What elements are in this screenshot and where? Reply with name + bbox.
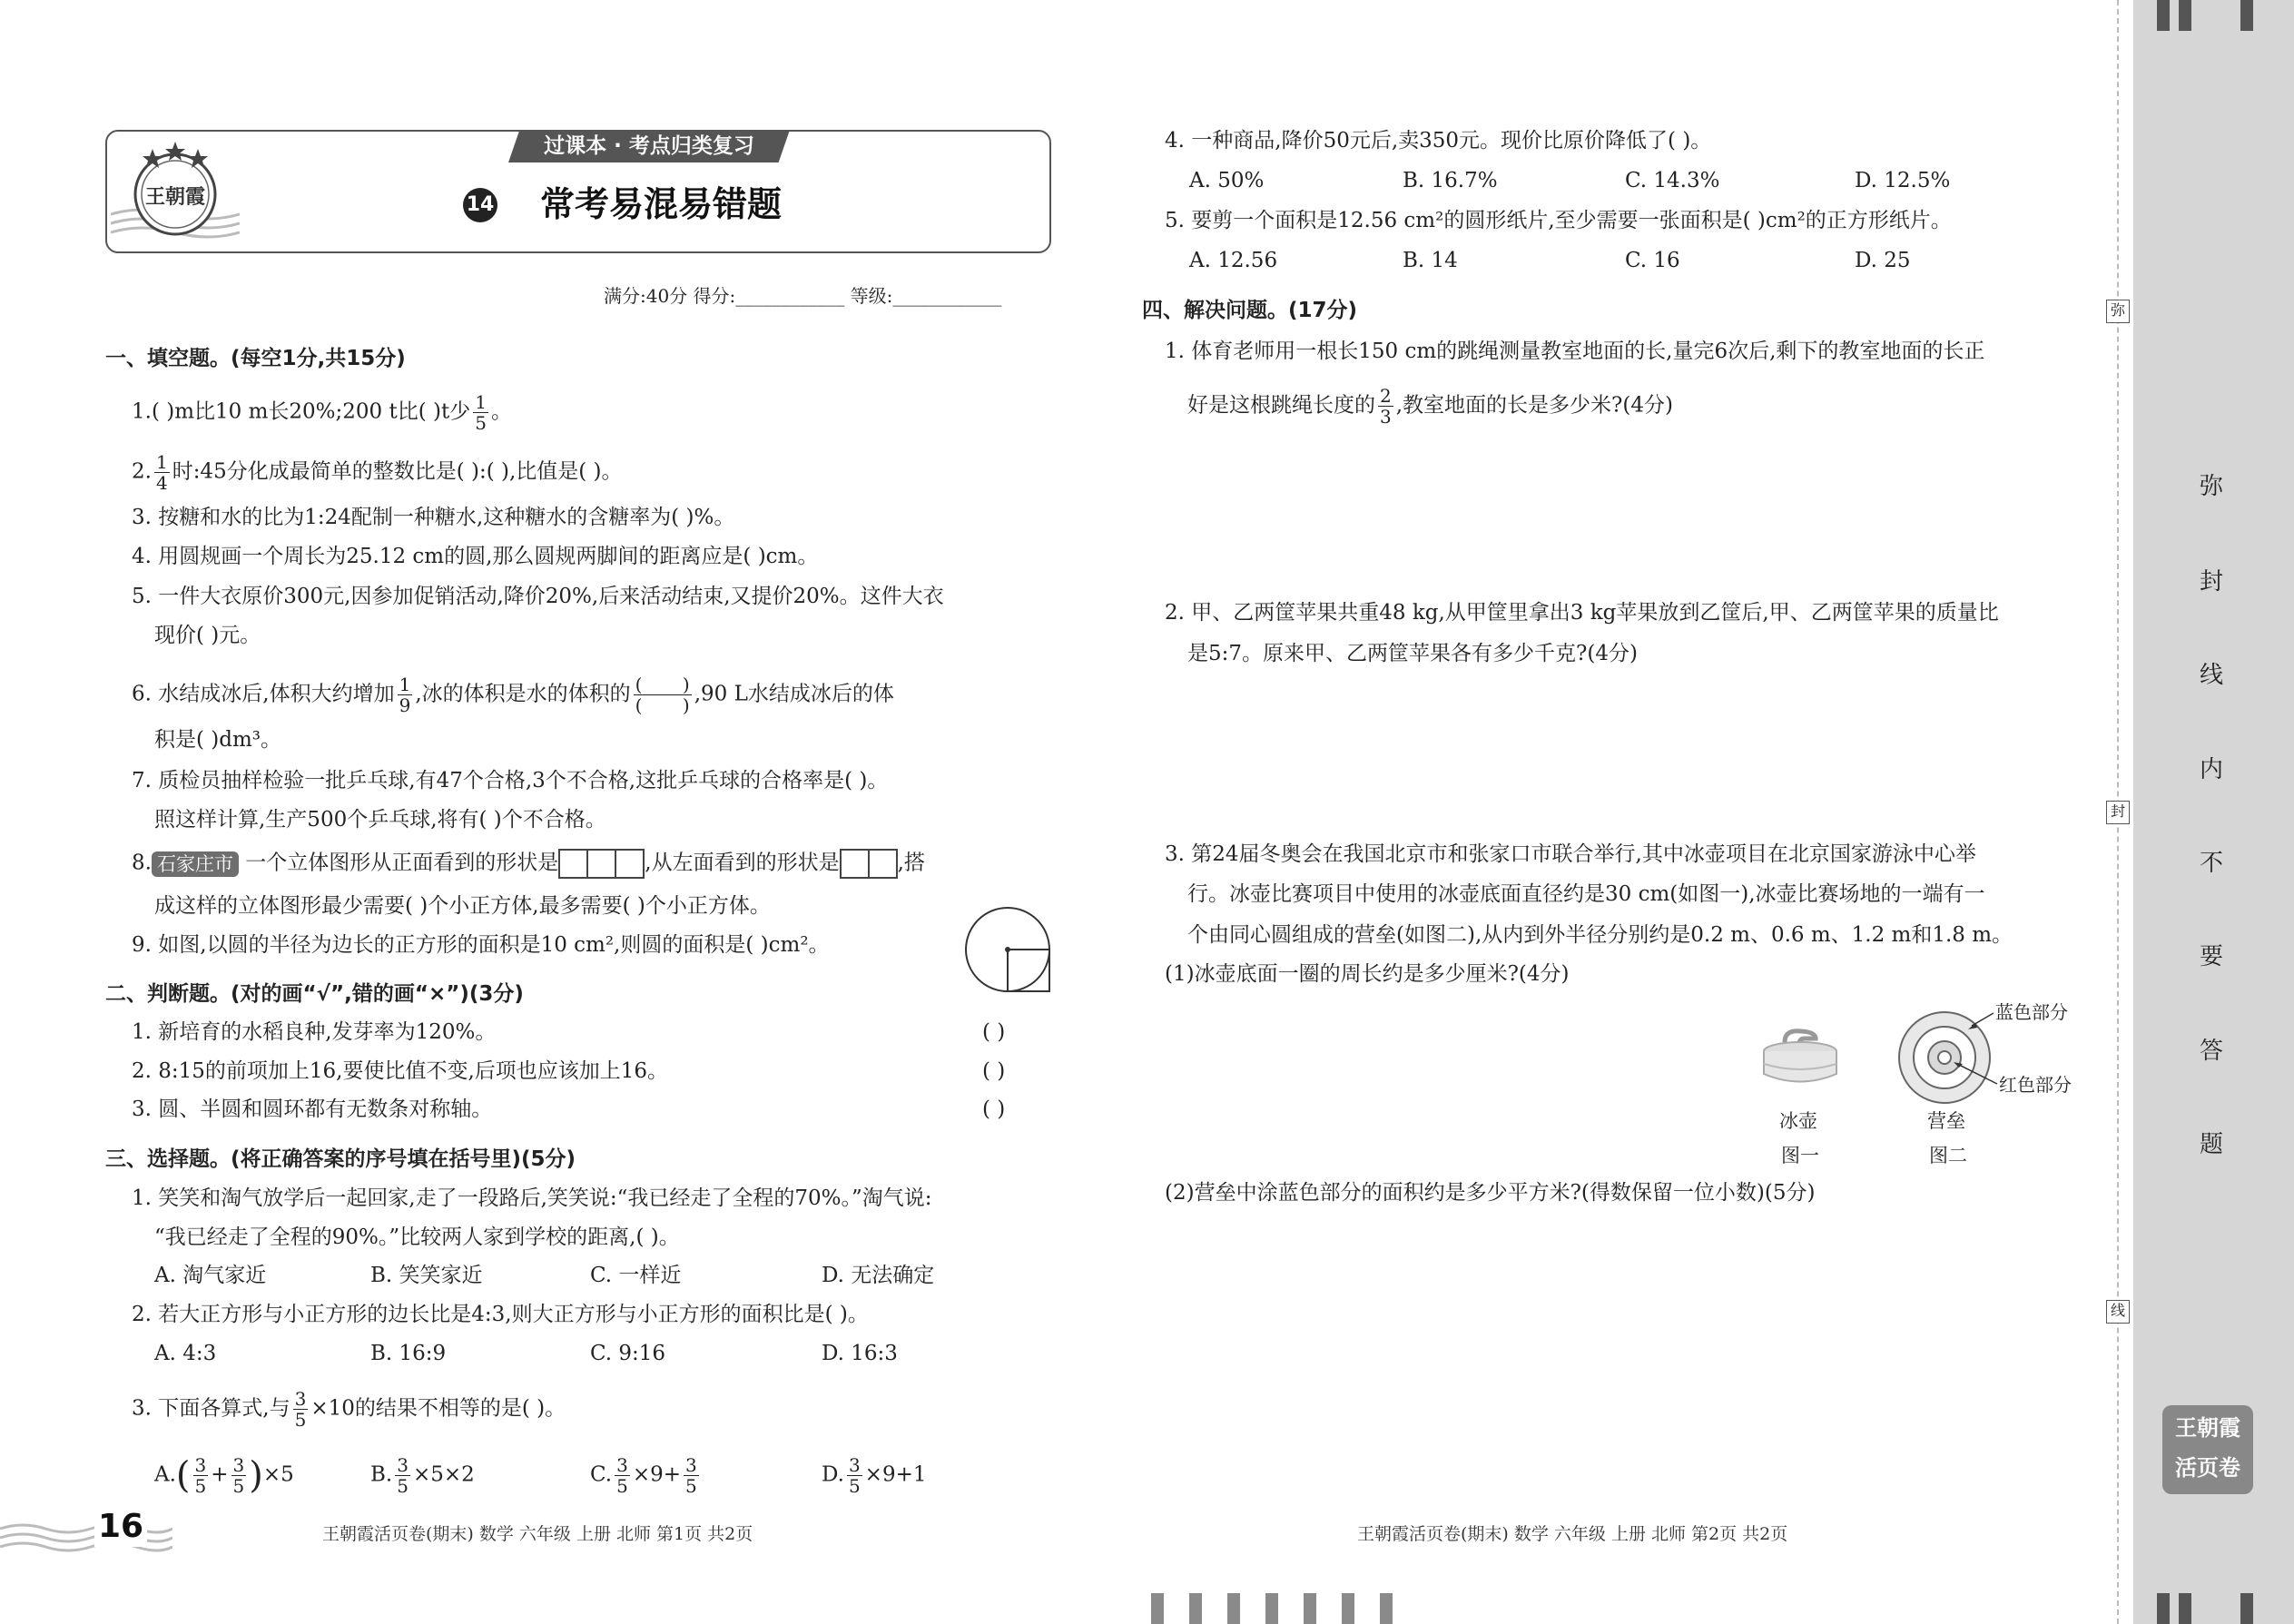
front-view-figure: [558, 851, 645, 875]
choice-q2-opt-d: D. 16:3: [822, 1342, 898, 1365]
right-q4-opt-a: A. 50%: [1189, 169, 1265, 192]
choice-q1-opt-a: A. 淘气家近: [154, 1264, 267, 1287]
fig1-name: 冰壶: [1779, 1110, 1817, 1132]
problem2b: 是5:7。原来甲、乙两筐苹果各有多少千克?(4分): [1187, 642, 1638, 665]
right-q5-opt-b: B. 14: [1403, 249, 1458, 272]
side-char-3: 线: [2199, 662, 2223, 689]
curling-stone-figure: [1759, 1024, 1841, 1097]
right-q5-opt-a: A. 12.56: [1189, 249, 1278, 272]
judge-item-3: 3. 圆、半圆和圆环都有无数条对称轴。: [132, 1097, 493, 1121]
footer-left: 王朝霞活页卷(期末) 数学 六年级 上册 北师 第1页 共2页: [322, 1524, 753, 1544]
problem1b: 好是这根跳绳长度的 $\frac{2}{3}$ ,教室地面的长是多少米?(4分): [1187, 385, 1673, 428]
right-q4-opt-c: C. 14.3%: [1625, 169, 1720, 192]
judge-paren-2: ( ): [982, 1059, 1006, 1083]
reg-bar-b3: [1227, 1593, 1240, 1624]
side-char-8: 题: [2199, 1131, 2223, 1158]
score-line: 满分:40分 得分:____________ 等级:____________: [604, 285, 1002, 307]
side-strip: [2133, 0, 2294, 1624]
right-q4: 4. 一种商品,降价50元后,卖350元。现价比原价降低了( )。: [1165, 129, 1712, 153]
problem3-q1: (1)冰壶底面一圈的周长约是多少厘米?(4分): [1165, 962, 1570, 986]
lesson-number: 14: [466, 193, 495, 216]
right-q5-opt-d: D. 25: [1855, 249, 1911, 272]
choice-q1a: 1. 笑笑和淘气放学后一起回家,走了一段路后,笑笑说:“我已经走了全程的70%。”淘气说:: [132, 1186, 932, 1210]
reg-bar-top-3: [2240, 0, 2253, 31]
section2-heading: 二、判断题。(对的画“√”,错的画“×”)(3分): [105, 982, 524, 1006]
choice-q2-opt-a: A. 4:3: [154, 1342, 217, 1365]
reg-bar-bottom-r1: [2157, 1593, 2170, 1624]
problem3c: 个由同心圆组成的营垒(如图二),从内到外半径分别约是0.2 m、0.6 m、1.2 m和1.8 m。: [1187, 923, 2013, 947]
choice-q1-opt-b: B. 笑笑家近: [370, 1264, 483, 1287]
problem3-q2: (2)营垒中涂蓝色部分的面积约是多少平方米?(得数保留一位小数)(5分): [1165, 1181, 1816, 1205]
choice-q2-opt-b: B. 16:9: [370, 1342, 447, 1365]
right-q5-opt-c: C. 16: [1625, 249, 1680, 272]
reg-bar-b7: [1380, 1593, 1393, 1624]
choice-q1-opt-d: D. 无法确定: [822, 1264, 935, 1287]
p1-fraction: $\frac{2}{3}$: [1380, 385, 1392, 428]
reg-bar-b4: [1265, 1593, 1278, 1624]
choice-q3-opt-b: B. $\frac{3}{5}$ ×5×2: [370, 1454, 475, 1497]
brand-badge-top: 王朝霞: [2175, 1414, 2240, 1441]
fig-red-label: 红色部分: [1999, 1074, 2072, 1096]
choice-q3: 3. 下面各算式,与 $\frac{3}{5}$ ×10的结果不相等的是( )。: [132, 1388, 566, 1431]
section4-heading: 四、解决问题。(17分): [1142, 299, 1358, 322]
choice-q1b: “我已经走了全程的90%。”比较两人家到学校的距离,( )。: [154, 1225, 680, 1249]
q3: 3. 按糖和水的比为1:24配制一种糖水,这种糖水的含糖率为( )%。: [132, 506, 735, 529]
q1-text: 1.( )m比10 m长20%;200 t比( )t少: [132, 399, 471, 424]
choice-q2-opt-c: C. 9:16: [590, 1342, 666, 1365]
fig-blue-label: 蓝色部分: [1995, 1001, 2068, 1023]
reg-bar-b2: [1189, 1593, 1202, 1624]
q6b: 积是( )dm³。: [154, 728, 282, 752]
choice-q3-opt-d: D. $\frac{3}{5}$ ×9+1: [822, 1454, 927, 1497]
choice-q3-opt-c: C. $\frac{3}{5}$ ×9+ $\frac{3}{5}$: [590, 1454, 697, 1497]
q2-fraction: $\frac{1}{4}$: [155, 451, 168, 494]
choice-q2: 2. 若大正方形与小正方形的边长比是4:3,则大正方形与小正方形的面积比是( )。: [132, 1303, 869, 1326]
side-char-1: 弥: [2199, 473, 2223, 500]
q9: 9. 如图,以圆的半径为边长的正方形的面积是10 cm²,则圆的面积是( )cm²。: [132, 933, 830, 957]
region-tag: 石家庄市: [152, 851, 239, 877]
problem1a: 1. 体育老师用一根长150 cm的跳绳测量教室地面的长,量完6次后,剩下的教室地面的长正: [1165, 340, 1985, 363]
q1: 1.( )m比10 m长20%;200 t比( )t少 $\frac{1}{5}$ 。: [132, 391, 512, 434]
judge-paren-1: ( ): [982, 1020, 1006, 1044]
right-q4-opt-b: B. 16.7%: [1403, 169, 1498, 192]
side-char-2: 封: [2199, 568, 2223, 595]
q7b: 照这样计算,生产500个乒乓球,将有( )个不合格。: [154, 808, 606, 832]
circle-square-figure: [964, 906, 1053, 995]
header-logo: [111, 134, 240, 249]
page-title: 常考易混易错题: [540, 184, 783, 224]
left-view-figure: [840, 851, 898, 875]
reg-bar-bottom-r3: [2240, 1593, 2253, 1624]
judge-item-2: 2. 8:15的前项加上16,要使比值不变,后项也应该加上16。: [132, 1059, 669, 1083]
section3-heading: 三、选择题。(将正确答案的序号填在括号里)(5分): [105, 1147, 576, 1171]
q2: 2. $\frac{1}{4}$ 时:45分化成最简单的整数比是( ):( ),比值是( )。: [132, 451, 623, 494]
binding-box-1: 弥: [2106, 300, 2130, 323]
fig1-label: 图一: [1781, 1145, 1819, 1166]
brand-badge-bottom: 活页卷: [2175, 1455, 2240, 1481]
reg-bar-top-1: [2157, 0, 2170, 31]
q1-fraction: $\frac{1}{5}$: [475, 391, 487, 434]
q7a: 7. 质检员抽样检验一批乒乓球,有47个合格,3个不合格,这批乒乓球的合格率是( )。: [132, 769, 889, 792]
page-number: 16: [94, 1507, 147, 1547]
logo-text: 王朝霞: [144, 185, 205, 209]
judge-paren-3: ( ): [982, 1097, 1006, 1121]
q5a: 5. 一件大衣原价300元,因参加促销活动,降价20%,后来活动结束,又提价20%。这件大衣: [132, 585, 944, 608]
side-char-6: 要: [2199, 943, 2223, 970]
problem3b: 行。冰壶比赛项目中使用的冰壶底面直径约是30 cm(如图一),冰壶比赛场地的一端有一: [1187, 882, 1985, 906]
problem3a: 3. 第24届冬奥会在我国北京市和张家口市联合举行,其中冰壶项目在北京国家游泳中心举: [1165, 842, 1976, 866]
right-q5: 5. 要剪一个面积是12.56 cm²的圆形纸片,至少需要一张面积是( )cm²的正方形纸片。: [1165, 209, 1952, 232]
right-q4-opt-d: D. 12.5%: [1855, 169, 1951, 192]
q6-blank-fraction: $\frac{( )}{( )}$: [635, 674, 690, 716]
reg-bar-b6: [1342, 1593, 1354, 1624]
fig2-name: 营垒: [1927, 1110, 1965, 1132]
q6: 6. 水结成冰后,体积大约增加 $\frac{1}{9}$ ,冰的体积是水的体积的 $\frac{( )}{( )}$ ,90 L水结成冰后的体: [132, 674, 894, 716]
problem2a: 2. 甲、乙两筐苹果共重48 kg,从甲筐里拿出3 kg苹果放到乙筐后,甲、乙两筐苹果的质量比: [1165, 601, 1999, 625]
choice-q1-opt-c: C. 一样近: [590, 1264, 682, 1287]
reg-bar-b5: [1304, 1593, 1316, 1624]
reg-bar-bottom-r2: [2179, 1593, 2191, 1624]
side-char-5: 不: [2199, 850, 2223, 877]
q4: 4. 用圆规画一个周长为25.12 cm的圆,那么圆规两脚间的距离应是( )cm。: [132, 545, 819, 568]
reg-bar-b1: [1151, 1593, 1164, 1624]
footer-right: 王朝霞活页卷(期末) 数学 六年级 上册 北师 第2页 共2页: [1357, 1524, 1788, 1544]
q8: 8. 石家庄市 一个立体图形从正面看到的形状是 ,从左面看到的形状是 ,搭: [132, 849, 925, 879]
judge-item-1: 1. 新培育的水稻良种,发芽率为120%。: [132, 1020, 497, 1044]
q6-fraction: $\frac{1}{9}$: [399, 674, 411, 716]
side-char-4: 内: [2199, 756, 2223, 783]
reg-bar-top-2: [2179, 0, 2191, 31]
side-char-7: 答: [2199, 1038, 2223, 1065]
choice-q3-opt-a: A.( $\frac{3}{5}$ + $\frac{3}{5}$ )×5: [154, 1454, 294, 1497]
q8b: 成这样的立体图形最少需要( )个小正方体,最多需要( )个小正方体。: [154, 894, 771, 918]
section1-heading: 一、填空题。(每空1分,共15分): [105, 347, 406, 370]
fig2-label: 图二: [1929, 1145, 1967, 1166]
q3-fraction: $\frac{3}{5}$: [294, 1388, 307, 1431]
binding-box-3: 线: [2106, 1300, 2130, 1324]
q5b: 现价( )元。: [154, 624, 261, 647]
header-banner-text: 过课本 · 考点归类复习: [544, 134, 754, 158]
binding-box-2: 封: [2106, 801, 2130, 824]
